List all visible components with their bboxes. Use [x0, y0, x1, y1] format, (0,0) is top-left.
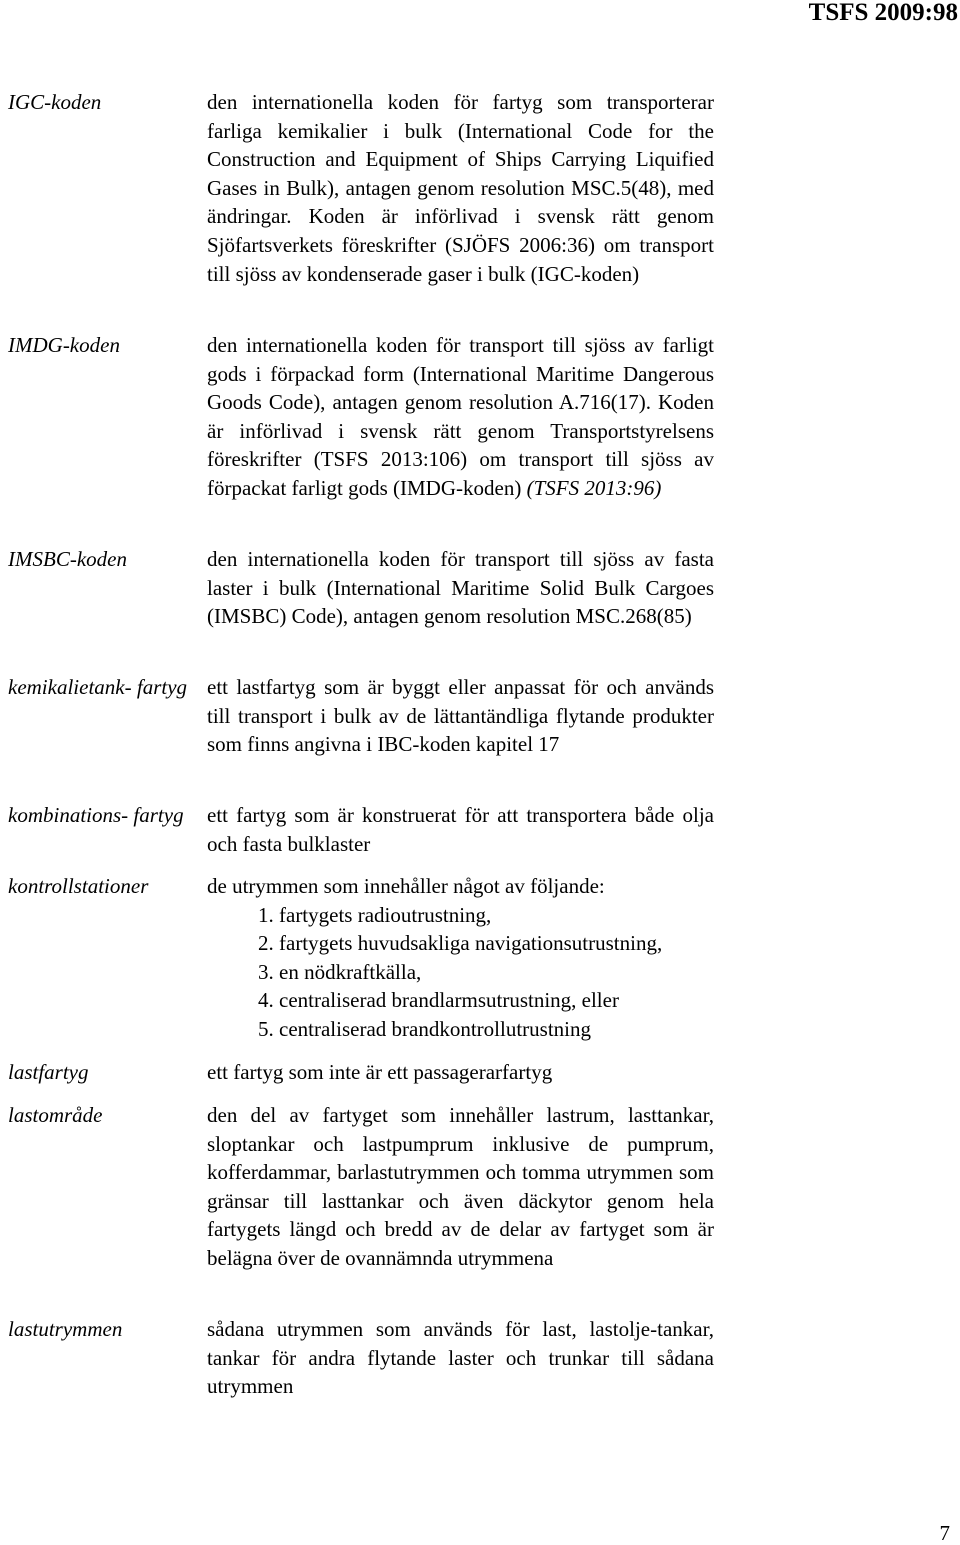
amendment-note: (TSFS 2013:96)	[526, 475, 662, 500]
list-item: 1. fartygets radioutrustning,	[258, 902, 492, 927]
definition-text: den internationella koden för transport till sjöss av farligt gods i förpackad form (International Maritime Dangerous Goods Code), antagen genom resolution A.716(17). Koden är införlivad i svensk rätt genom Transportstyrelsens föreskrifter (TSFS 2013:106) om transport till sjöss av förpackat farligt gods (IMDG-koden) (TSFS 2013:96)	[207, 333, 714, 500]
definition-text: den del av fartyget som innehåller lastrum, lasttankar, sloptankar och lastpumprum inklusive de pumprum, kofferdammar, barlastutrymmen och tomma utrymmen som gränsar till lasttankar och även däckytor genom hela fartygets längd och bredd av de delar av fartyget som är belägna över de ovannämnda utrymmena	[207, 1103, 714, 1270]
definition-text: ett fartyg som inte är ett passagerarfartyg	[207, 1060, 553, 1084]
list-item: 2. fartygets huvudsakliga navigationsutrustning,	[258, 931, 663, 956]
term: kombinations- fartyg	[8, 803, 184, 827]
term: IMSBC-koden	[8, 547, 127, 571]
definition-text: de utrymmen som innehåller något av följande: 1. fartygets radioutrustning, 2. fartygets huvudsakliga navigationsutrustning, 3. en nödkraftkälla, 4. centraliserad brandlarmsutrustning, eller 5. centraliserad brandkontrollutrustning	[207, 872, 714, 1044]
term: IGC-koden	[8, 90, 102, 114]
term: lastområde	[8, 1103, 103, 1127]
definition-text: den internationella koden för fartyg som transporterar farliga kemikalier i bulk (International Code for the Construction and Equipment of Ships Carrying Liquified Gases in Bulk), antagen genom resolution MSC.5(48), med ändringar. Koden är införlivad i svensk rätt genom Sjöfartsverkets föreskrifter (SJÖFS 2006:36) om transport till sjöss av kondenserade gaser i bulk (IGC-koden)	[207, 90, 714, 286]
list-item: 4. centraliserad brandlarmsutrustning, eller	[258, 988, 619, 1013]
term: kemikalietank- fartyg	[8, 675, 188, 699]
definition-text: den internationella koden för transport till sjöss av fasta laster i bulk (International Maritime Solid Bulk Cargoes (IMSBC) Code), antagen genom resolution MSC.268(85)	[207, 547, 714, 629]
definition-text: sådana utrymmen som används för last, lastolje-tankar, tankar för andra flytande laster och trunkar till sådana utrymmen	[207, 1317, 714, 1399]
list-item: 5. centraliserad brandkontrollutrustning	[258, 1016, 591, 1041]
definition-text: ett lastfartyg som är byggt eller anpassat för och används till transport i bulk av de lättantändliga flytande produkter som finns angivna i IBC-koden kapitel 17	[207, 675, 714, 757]
document-reference: TSFS 2009:98	[808, 0, 958, 26]
term: kontrollstationer	[8, 874, 149, 898]
definition-text: ett fartyg som är konstruerat för att transportera både olja och fasta bulklaster	[207, 803, 714, 856]
term: lastfartyg	[8, 1060, 89, 1084]
page-number: 7	[939, 1521, 950, 1545]
station-list	[207, 901, 714, 1044]
list-item: 3. en nödkraftkälla,	[258, 959, 422, 984]
term: lastutrymmen	[8, 1317, 123, 1341]
term: IMDG-koden	[8, 333, 120, 357]
